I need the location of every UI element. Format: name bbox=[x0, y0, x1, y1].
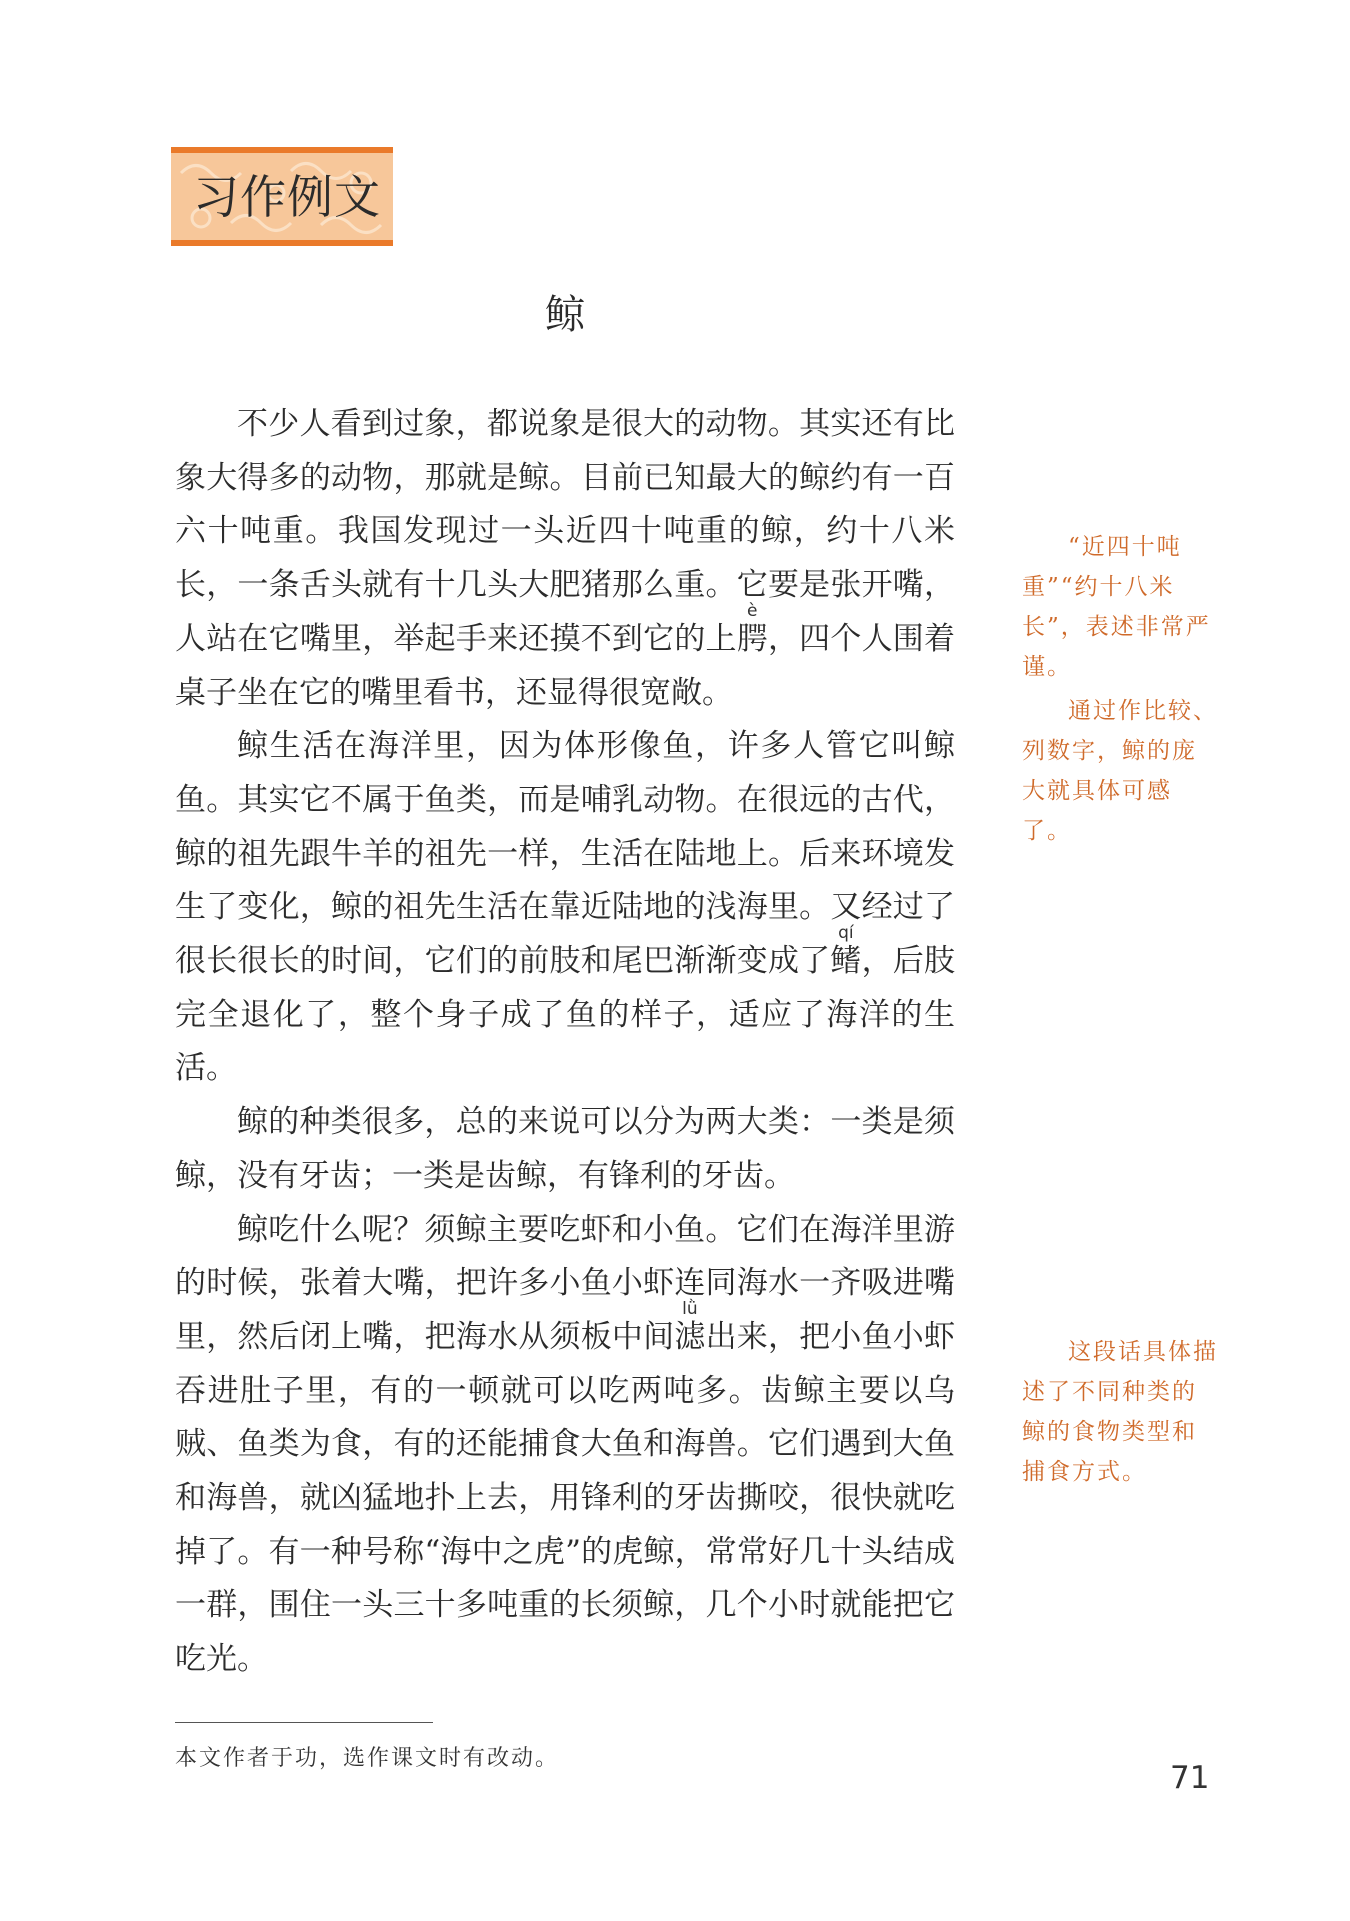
side-note-scale bbox=[1022, 527, 1218, 855]
article-paragraph: 不少人看到过象，都说象是很大的动物。其实还有比象大得多的动物，那就是鲸。目前已知最大的鲸约有一百六十吨重。我国发现过一头近四十吨重的鲸，约十八米长，一条舌头就有十几头大肥猪那么重。它要是张开嘴，人站在它嘴里，举起手来还摸不到它的上腭è，四个人围着桌子坐在它的嘴里看书，还显得很宽敞。 bbox=[175, 406, 956, 711]
side-note-text: 通过作比较、列数字，鲸的庞大就具体可感了。 bbox=[1022, 698, 1218, 844]
article-paragraph: 鲸的种类很多，总的来说可以分为两大类：一类是须鲸，没有牙齿；一类是齿鲸，有锋利的牙齿。 bbox=[175, 1104, 955, 1194]
pinyin: qí bbox=[830, 923, 862, 944]
article-paragraph: 鲸吃什么呢？须鲸主要吃虾和小鱼。它们在海洋里游的时候，张着大嘴，把许多小鱼小虾连同海水一齐吸进嘴里，然后闭上嘴，把海水从须板中间滤lǜ出来，把小鱼小虾吞进肚子里，有的一顿就可以吃两吨多。齿鲸主要以乌贼、鱼类为食，有的还能捕食大鱼和海兽。它们遇到大鱼和海兽，就凶猛地扑上去，用锋利的牙齿撕咬，很快就吃掉了。有一种号称“海中之虎”的虎鲸，常常好几十头结成一群，围住一头三十多吨重的长须鲸，几个小时就能把它吃光。 bbox=[175, 1211, 956, 1678]
pinyin-annotated-char: 滤lǜ bbox=[674, 1298, 706, 1355]
pinyin-annotated-char: 鳍qí bbox=[830, 923, 862, 980]
side-note-text: 这段话具体描述了不同种类的鲸的食物类型和捕食方式。 bbox=[1022, 1339, 1218, 1485]
side-note-diet bbox=[1022, 1332, 1218, 1496]
pinyin: è bbox=[736, 600, 768, 621]
article-title: 鲸 bbox=[545, 292, 585, 338]
page-number: 71 bbox=[1170, 1760, 1210, 1796]
section-banner bbox=[171, 147, 393, 246]
side-note-text: “近四十吨重”“约十八米长”，表述非常严谨。 bbox=[1022, 534, 1211, 680]
pinyin-annotated-char: 腭è bbox=[736, 600, 768, 657]
section-title: 习作例文 bbox=[193, 170, 381, 224]
pinyin: lǜ bbox=[674, 1298, 706, 1319]
article-body bbox=[175, 398, 955, 1687]
footnote: 本文作者于功，选作课文时有改动。 bbox=[175, 1746, 560, 1771]
article-paragraph: 鲸生活在海洋里，因为体形像鱼，许多人管它叫鲸鱼。其实它不属于鱼类，而是哺乳动物。在很远的古代，鲸的祖先跟牛羊的祖先一样，生活在陆地上。后来环境发生了变化，鲸的祖先生活在靠近陆地的浅海里。又经过了很长很长的时间，它们的前肢和尾巴渐渐变成了鳍qí，后肢完全退化了，整个身子成了鱼的样子，适应了海洋的生活。 bbox=[175, 728, 956, 1087]
footnote-divider bbox=[175, 1722, 433, 1723]
